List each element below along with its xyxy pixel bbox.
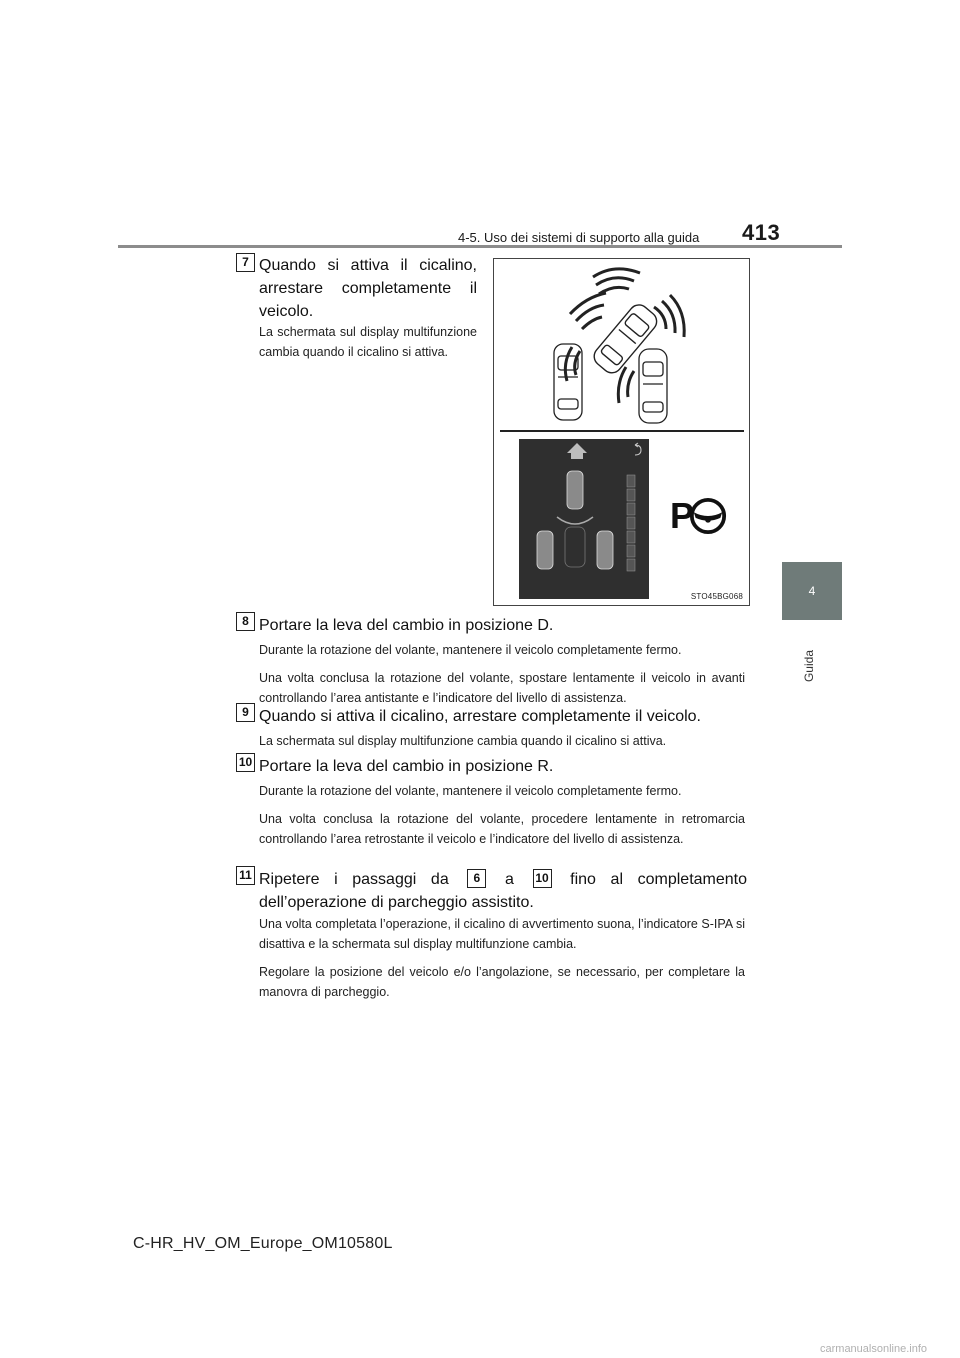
step-badge-11: 11	[236, 866, 255, 885]
display-car-right	[597, 531, 613, 569]
header-divider	[118, 245, 842, 248]
step-11-paragraph-2: Regolare la posizione del veicolo e/o l’angolazione, se necessario, per completare la manovra di parcheggio.	[259, 965, 745, 999]
step-10-body	[259, 781, 745, 857]
step-7-paragraph: La schermata sul display multifunzione cambia quando il cicalino si attiva.	[259, 325, 477, 359]
maneuvering-car	[590, 301, 661, 377]
step-badge-10: 10	[236, 753, 255, 772]
step-8-title: Portare la leva del cambio in posizione D.	[259, 617, 554, 634]
parking-letter: P	[670, 495, 695, 536]
step-11-paragraph-1: Una volta completata l’operazione, il cicalino di avvertimento suona, l’indicatore S-IPA si disattiva e la schermata sul display multifunzione cambia.	[259, 917, 745, 951]
step-badge-9: 9	[236, 703, 255, 722]
step-badge-7: 7	[236, 253, 255, 272]
step-9-paragraph: La schermata sul display multifunzione cambia quando il cicalino si attiva.	[259, 734, 667, 748]
step-7-title: Quando si attiva il cicalino, arrestare completamente il veicolo.	[259, 257, 477, 320]
step-11-body	[259, 914, 745, 1010]
figure-code: STO45BG068	[690, 592, 743, 601]
step-11-title-suffix: fino al completamento dell’operazione di parcheggio assistito.	[259, 871, 748, 911]
step-ref-10: 10	[533, 869, 552, 888]
figure-divider	[500, 430, 744, 432]
watermark: carmanualsonline.info	[820, 1343, 928, 1355]
step-8-paragraph-1: Durante la rotazione del volante, mantenere il veicolo completamente fermo.	[259, 643, 682, 657]
step-11-title	[259, 868, 747, 914]
parked-car-right	[639, 349, 667, 423]
steering-wheel-icon	[689, 497, 727, 535]
step-8-paragraph-2: Una volta conclusa la rotazione del volante, spostare lentamente il veicolo in avanti controllando l’area antistante e l’indicatore del livello di assistenza.	[259, 671, 745, 705]
step-11-title-prefix: Ripetere i passaggi da	[259, 871, 449, 888]
parking-scene-diagram	[494, 259, 751, 429]
chapter-tab: 4	[782, 562, 842, 620]
display-screen	[519, 439, 649, 599]
page-number: 413	[742, 220, 781, 245]
section-title: 4-5. Uso dei sistemi di supporto alla guida	[458, 230, 700, 245]
assistance-level-indicator	[627, 475, 635, 571]
document-id: C-HR_HV_OM_Europe_OM10580L	[133, 1235, 393, 1252]
step-11-title-mid: a	[504, 871, 514, 888]
multifunction-display	[519, 439, 649, 599]
display-car-own	[567, 471, 583, 509]
step-10-paragraph-1: Durante la rotazione del volante, mantenere il veicolo completamente fermo.	[259, 784, 682, 798]
step-7-body	[259, 322, 477, 370]
parking-assist-illustration	[493, 258, 750, 606]
step-9-title: Quando si attiva il cicalino, arrestare completamente il veicolo.	[259, 708, 701, 725]
step-badge-8: 8	[236, 612, 255, 631]
step-10-paragraph-2: Una volta conclusa la rotazione del volante, procedere lentamente in retromarcia controllando l’area retrostante il veicolo e l’indicatore del livello di assistenza.	[259, 812, 745, 846]
step-10-title: Portare la leva del cambio in posizione R.	[259, 758, 554, 775]
chapter-label: Guida	[802, 650, 816, 683]
step-ref-6: 6	[467, 869, 486, 888]
display-car-left	[537, 531, 553, 569]
